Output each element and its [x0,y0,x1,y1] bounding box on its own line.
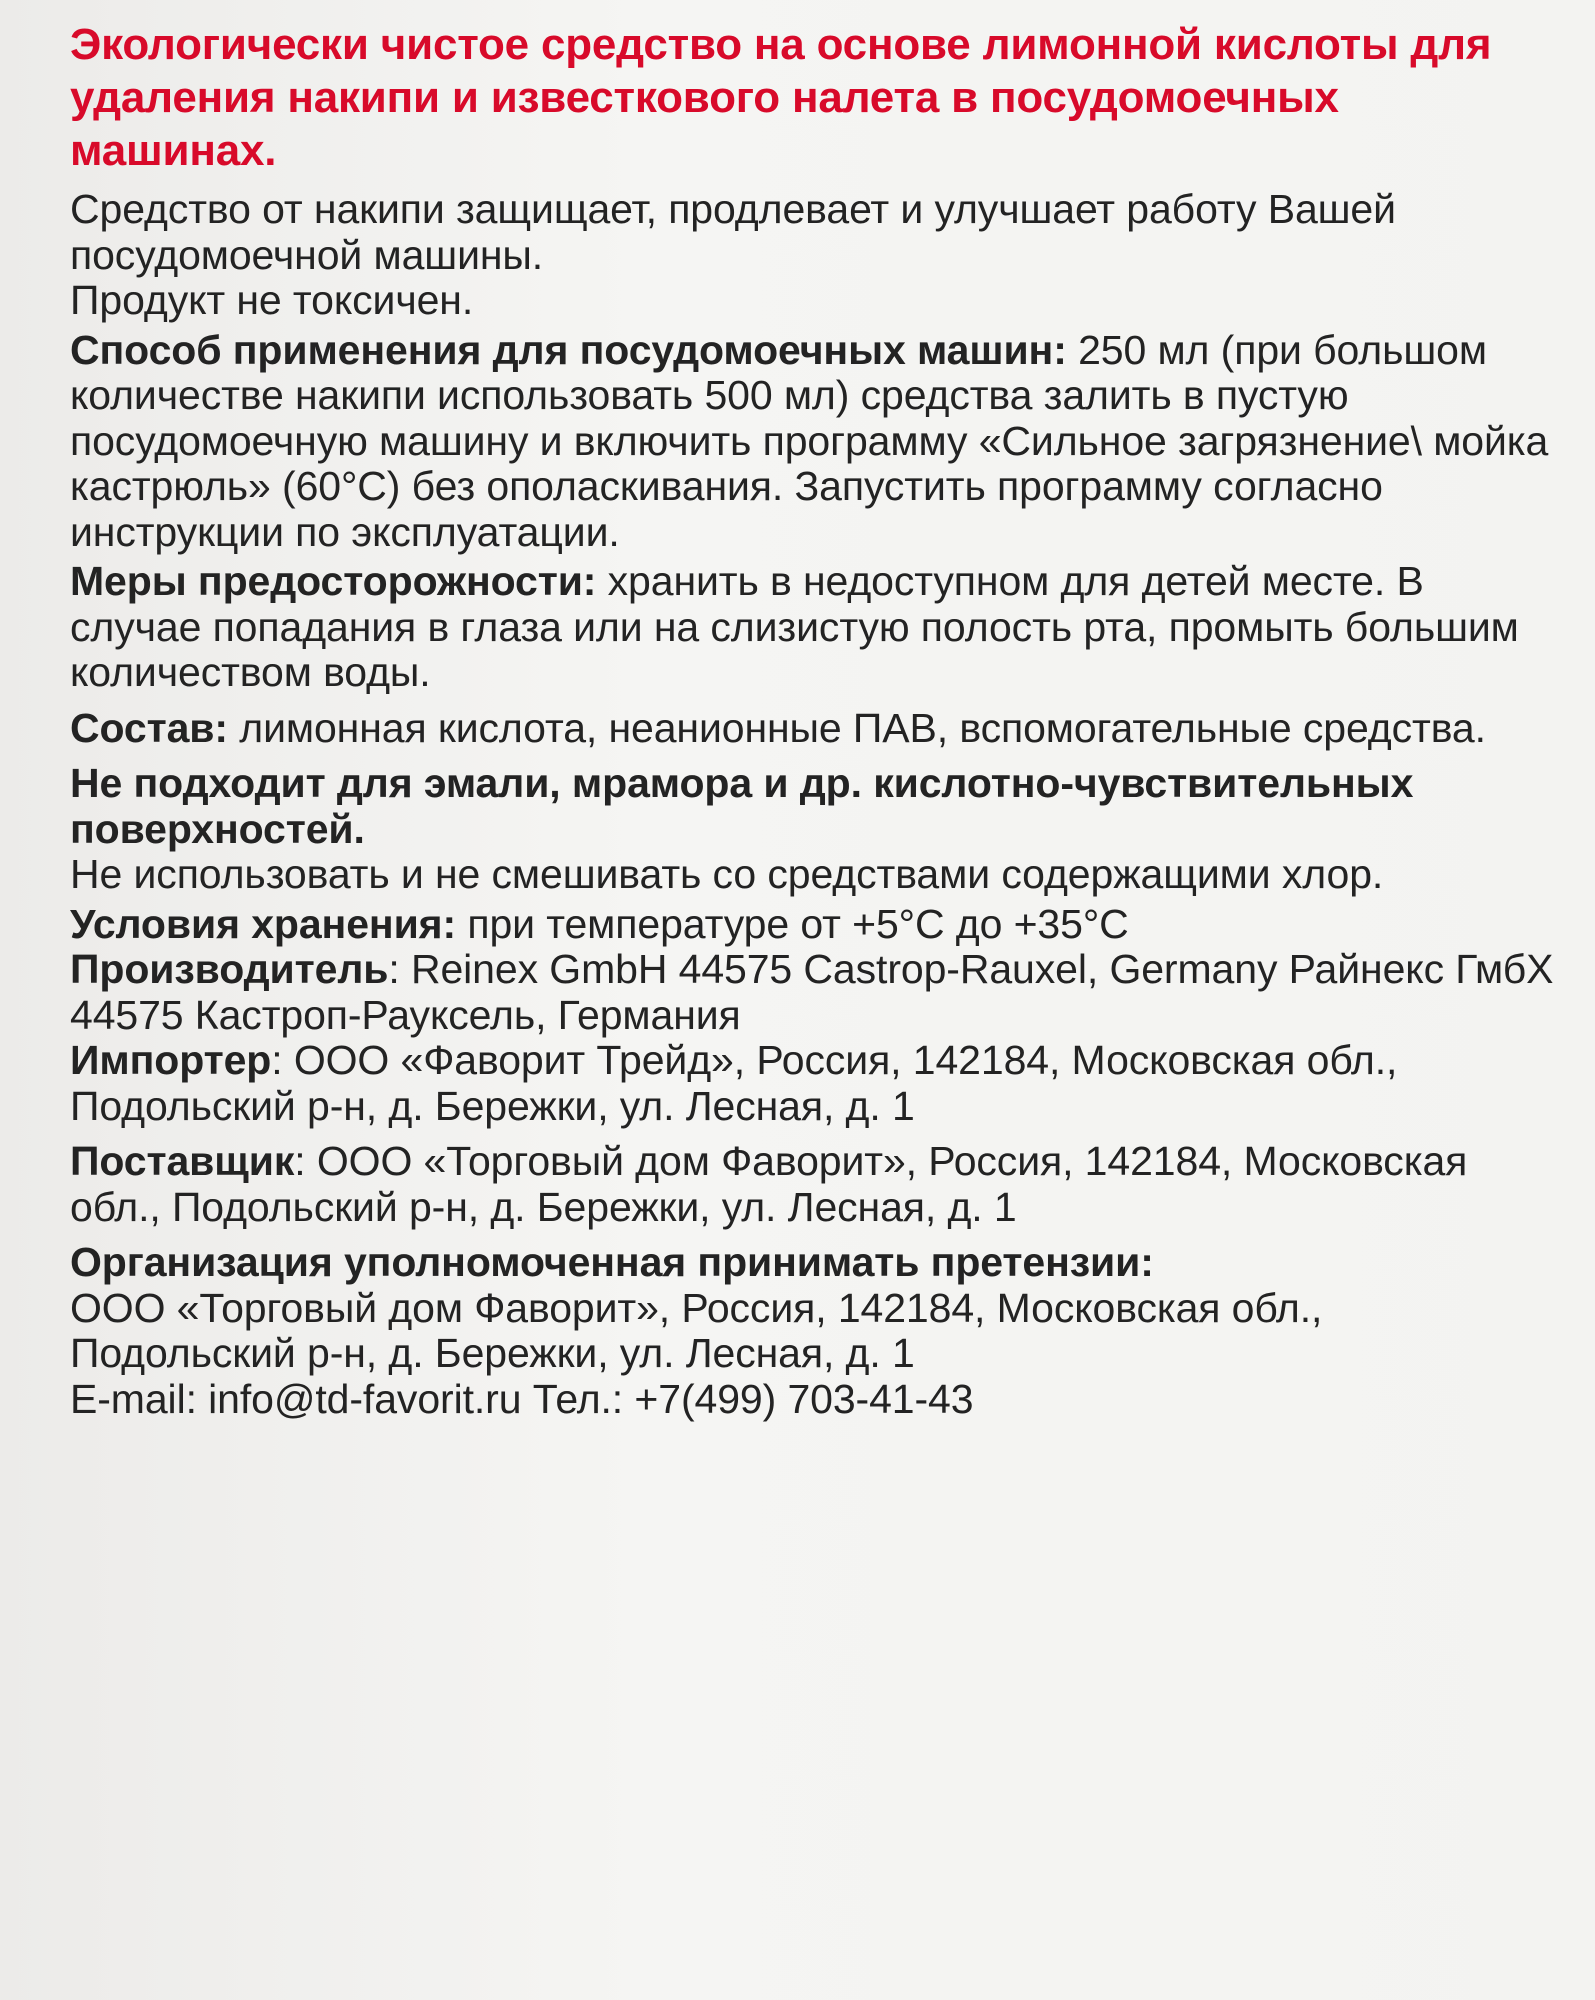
product-headline: Экологически чистое средство на основе лимонной кислоты для удаления накипи и известкового налета в посудомоечных машинах. [70,20,1492,175]
surface-warning-section [70,761,1555,898]
claims-label: Организация уполномоченная принимать претензии: [70,1239,1154,1285]
chlorine-warning-text: Не использовать и не смешивать со средствами содержащими хлор. [70,851,1384,897]
surface-warning-bold: Не подходит для эмали, мрамора и др. кислотно-чувствительных поверхностей. [70,760,1414,852]
composition-section [70,706,1555,752]
precautions-label: Меры предосторожности: [70,558,597,604]
manufacturer-label: Производитель [70,946,389,992]
storage-section [70,902,1555,948]
composition-label: Состав: [70,704,228,751]
intro-description [70,187,1555,324]
usage-label: Способ применения для посудомоечных машин: [70,326,1067,373]
importer-text: : ООО «Фаворит Трейд», Россия, 142184, Московская обл., Подольский р-н, д. Бережки, ул. Лесная, д. 1 [70,1037,1398,1129]
importer-section [70,1038,1555,1129]
storage-label: Условия хранения: [70,900,457,947]
manufacturer-text: : Reinex GmbH 44575 Castrop-Rauxel, Germany Райнекс ГмбХ 44575 Кастроп-Рауксель, Германия [70,946,1554,1038]
supplier-text: : ООО «Торговый дом Фаворит», Россия, 142184, Московская обл., Подольский р-н, д. Бережки, ул. Лесная, д. 1 [70,1138,1468,1230]
precautions-text: хранить в недоступном для детей месте. В случае попадания в глаза или на слизистую полость рта, промыть большим количеством воды. [70,558,1519,695]
importer-label: Импортер [70,1037,272,1083]
precautions-section [70,559,1555,696]
claims-section [70,1240,1555,1377]
storage-text: при температуре от +5°С до +35°С [456,900,1129,947]
intro-line-2: Продукт не токсичен. [70,277,474,323]
manufacturer-section [70,947,1555,1038]
usage-section [70,328,1555,556]
composition-text: лимонная кислота, неанионные ПАВ, вспомогательные средства. [227,704,1486,751]
supplier-label: Поставщик [70,1138,295,1184]
claims-text: ООО «Торговый дом Фаворит», Россия, 142184, Московская обл., Подольский р-н, д. Бережки, ул. Лесная, д. 1 [70,1284,1323,1376]
intro-line-1: Средство от накипи защищает, продлевает и улучшает работу Вашей посудомоечной машины. [70,186,1396,278]
supplier-section [70,1139,1555,1230]
usage-text: 250 мл (при большом количестве накипи использовать 500 мл) средства залить в пустую посудомоечную машину и включить программу «Сильное загрязнение\ мойка кастрюль» (60°С) без ополаскивания. Запустить программу согласно инструкции по эксплуатации. [70,326,1549,555]
contact-line: E-mail: info@td-favorit.ru Тел.: +7(499) 703-41-43 [70,1375,974,1422]
